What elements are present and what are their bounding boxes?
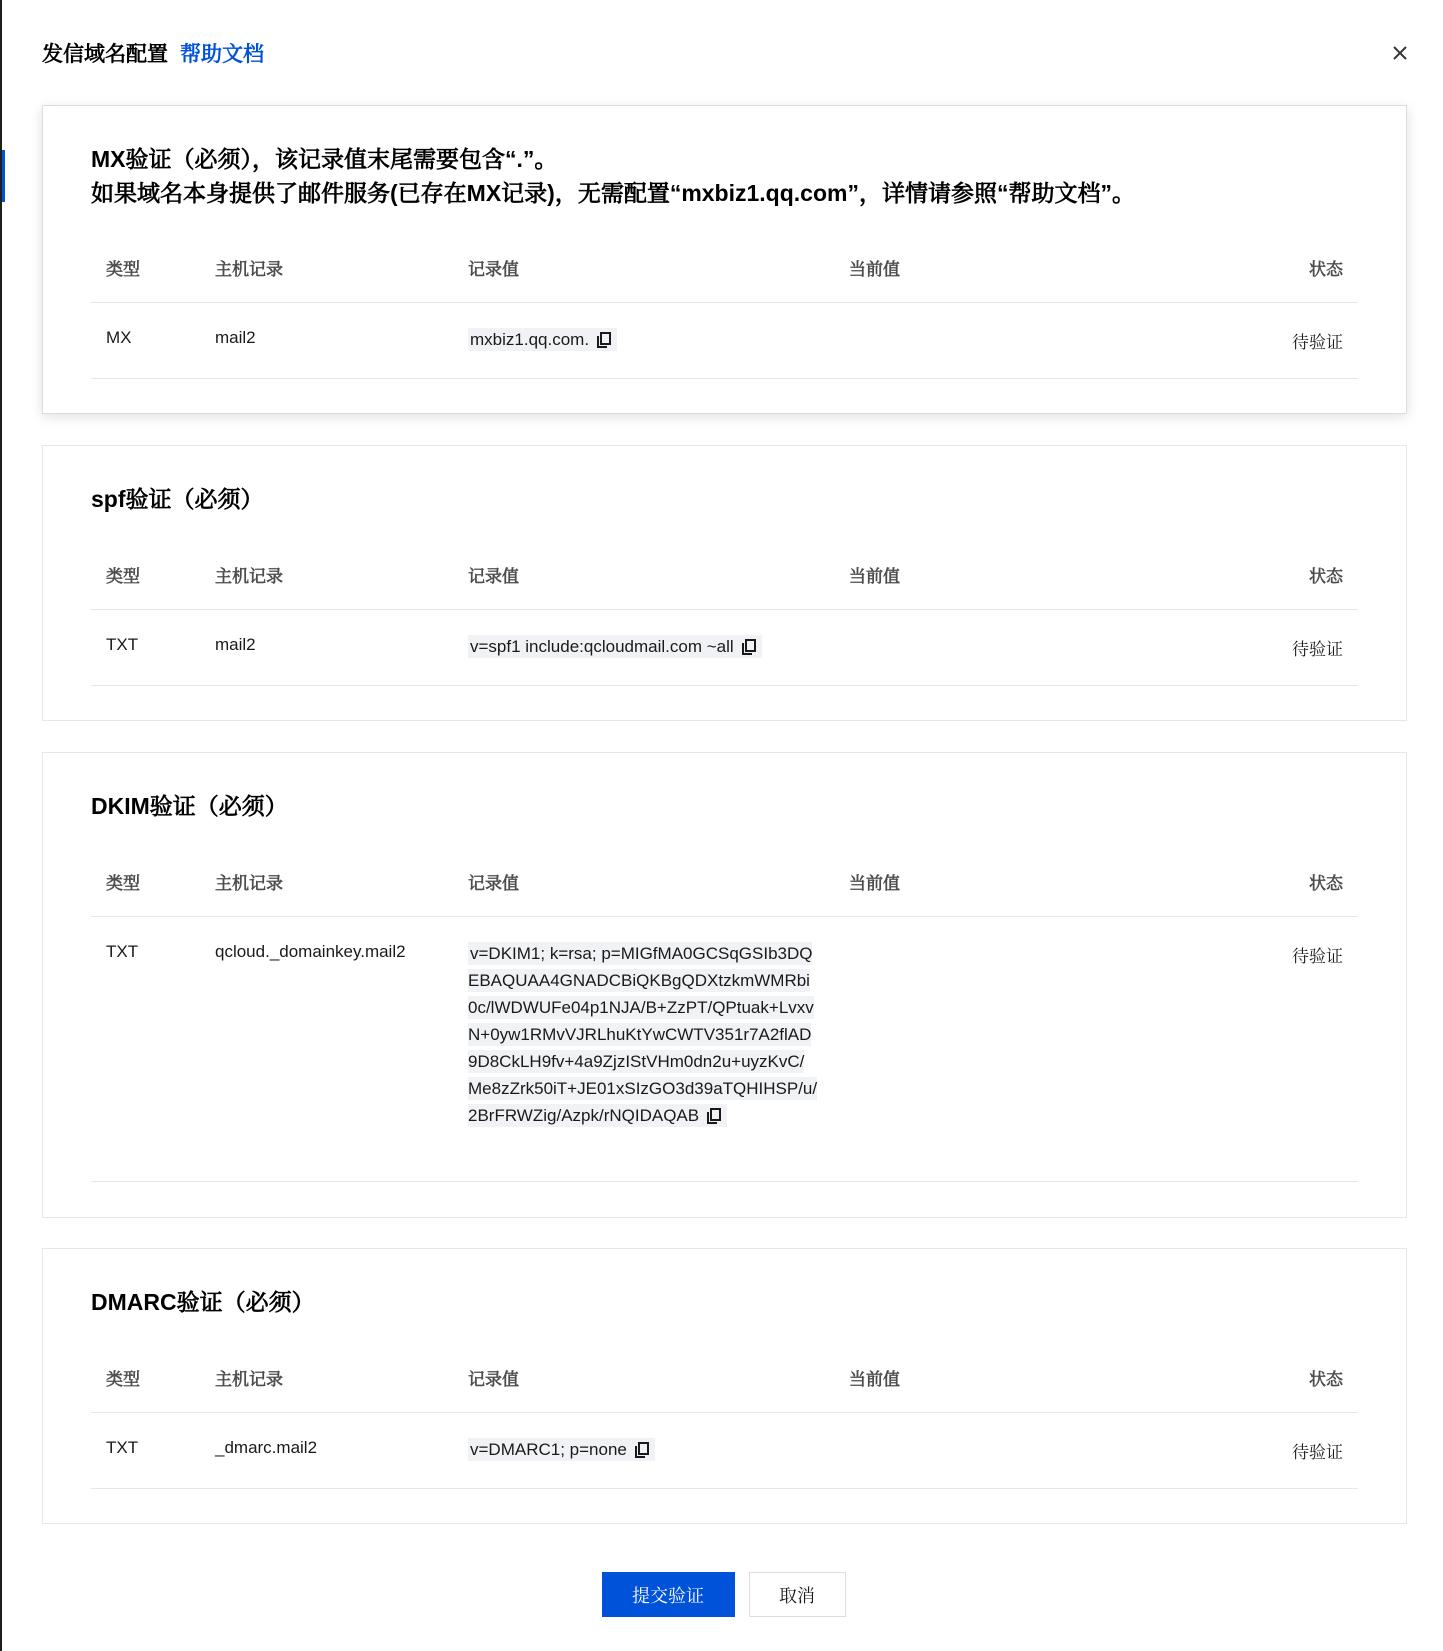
record-host: mail2	[215, 328, 256, 347]
record-status: 待验证	[1292, 947, 1343, 966]
copy-icon[interactable]	[597, 332, 611, 348]
col-current: 当前值	[849, 1370, 900, 1389]
copy-icon[interactable]	[707, 1108, 721, 1124]
record-status: 待验证	[1292, 333, 1343, 352]
dmarc-record-table	[91, 1339, 1358, 1489]
dialog-header	[42, 36, 264, 70]
mx-record-table	[91, 229, 1358, 379]
record-status: 待验证	[1292, 640, 1343, 659]
table-header	[91, 843, 1358, 917]
mx-title-line1: MX验证（必须），该记录值末尾需要包含“.”。	[91, 146, 558, 172]
table-header	[91, 229, 1358, 303]
col-current: 当前值	[849, 567, 900, 586]
col-type: 类型	[106, 260, 140, 279]
record-value	[468, 940, 818, 1129]
col-current: 当前值	[849, 260, 900, 279]
table-header	[91, 1339, 1358, 1413]
col-current: 当前值	[849, 874, 900, 893]
mx-verification-card	[42, 105, 1407, 414]
record-value-text[interactable]	[468, 328, 617, 351]
col-host: 主机记录	[215, 874, 283, 893]
col-host: 主机记录	[215, 567, 283, 586]
record-type: TXT	[106, 1438, 139, 1457]
spf-record-table	[91, 536, 1358, 686]
record-value-text[interactable]	[468, 635, 762, 658]
record-value	[468, 1436, 818, 1463]
col-value: 记录值	[468, 1370, 519, 1389]
mx-card-title	[91, 142, 1135, 210]
col-type: 类型	[106, 567, 140, 586]
close-button[interactable]	[1385, 38, 1415, 68]
spf-verification-card	[42, 445, 1407, 721]
record-type: TXT	[106, 635, 139, 654]
copy-icon[interactable]	[742, 639, 756, 655]
col-value: 记录值	[468, 260, 519, 279]
dialog-footer	[2, 1572, 1443, 1617]
record-host: qcloud._domainkey.mail2	[215, 942, 406, 961]
record-type: MX	[106, 328, 132, 347]
mx-title-line2: 如果域名本身提供了邮件服务(已存在MX记录)，无需配置“mxbiz1.qq.com”，详情请参照“帮助文档”。	[91, 180, 1135, 206]
dkim-record-table	[91, 843, 1358, 1182]
table-row	[91, 303, 1358, 379]
col-status: 状态	[1309, 260, 1343, 279]
table-row	[91, 1413, 1358, 1489]
col-status: 状态	[1309, 1370, 1343, 1389]
col-value: 记录值	[468, 567, 519, 586]
table-row	[91, 917, 1358, 1182]
record-type: TXT	[106, 942, 139, 961]
record-value-label: v=DMARC1; p=none	[470, 1440, 627, 1459]
help-doc-link[interactable]: 帮助文档	[180, 43, 264, 66]
record-value	[468, 326, 818, 353]
record-value-text[interactable]	[468, 942, 817, 1127]
col-type: 类型	[106, 874, 140, 893]
table-header	[91, 536, 1358, 610]
col-host: 主机记录	[215, 1370, 283, 1389]
dkim-card-title: DKIM验证（必须）	[91, 793, 288, 819]
record-value-text[interactable]	[468, 1438, 655, 1461]
dialog-title: 发信域名配置	[42, 43, 168, 66]
record-value-label: v=DKIM1; k=rsa; p=MIGfMA0GCSqGSIb3DQEBAQUAA4GNADCBiQKBgQDXtzkmWMRbi0c/lWDWUFe04p1NJA/B+ZzPT/QPtuak+LvxvN+0yw1RMvVJRLhuKtYwCWTV351r7A2flAD9D8CkLH9fv+4a9ZjzIStVHm0dn2u+uyzKvC/Me8zZrk50iT+JE01xSIzGO3d39aTQHIHSP/u/2BrFRWZig/Azpk/rNQIDAQAB	[468, 944, 818, 1125]
record-value	[468, 633, 818, 660]
col-value: 记录值	[468, 874, 519, 893]
record-value-label: v=spf1 include:qcloudmail.com ~all	[470, 637, 734, 656]
table-row	[91, 610, 1358, 686]
col-type: 类型	[106, 1370, 140, 1389]
copy-icon[interactable]	[635, 1442, 649, 1458]
dmarc-verification-card	[42, 1248, 1407, 1524]
spf-card-title: spf验证（必须）	[91, 486, 264, 512]
record-host: _dmarc.mail2	[215, 1438, 318, 1457]
background-edge-indicator	[2, 150, 5, 202]
col-status: 状态	[1309, 567, 1343, 586]
col-host: 主机记录	[215, 260, 283, 279]
record-value-label: mxbiz1.qq.com.	[470, 330, 590, 349]
dmarc-card-title: DMARC验证（必须）	[91, 1289, 315, 1315]
dkim-verification-card	[42, 752, 1407, 1218]
col-status: 状态	[1309, 874, 1343, 893]
close-icon	[1392, 45, 1408, 61]
submit-verification-button[interactable]: 提交验证	[602, 1572, 735, 1617]
record-status: 待验证	[1292, 1443, 1343, 1462]
record-host: mail2	[215, 635, 256, 654]
cancel-button[interactable]: 取消	[749, 1572, 846, 1617]
